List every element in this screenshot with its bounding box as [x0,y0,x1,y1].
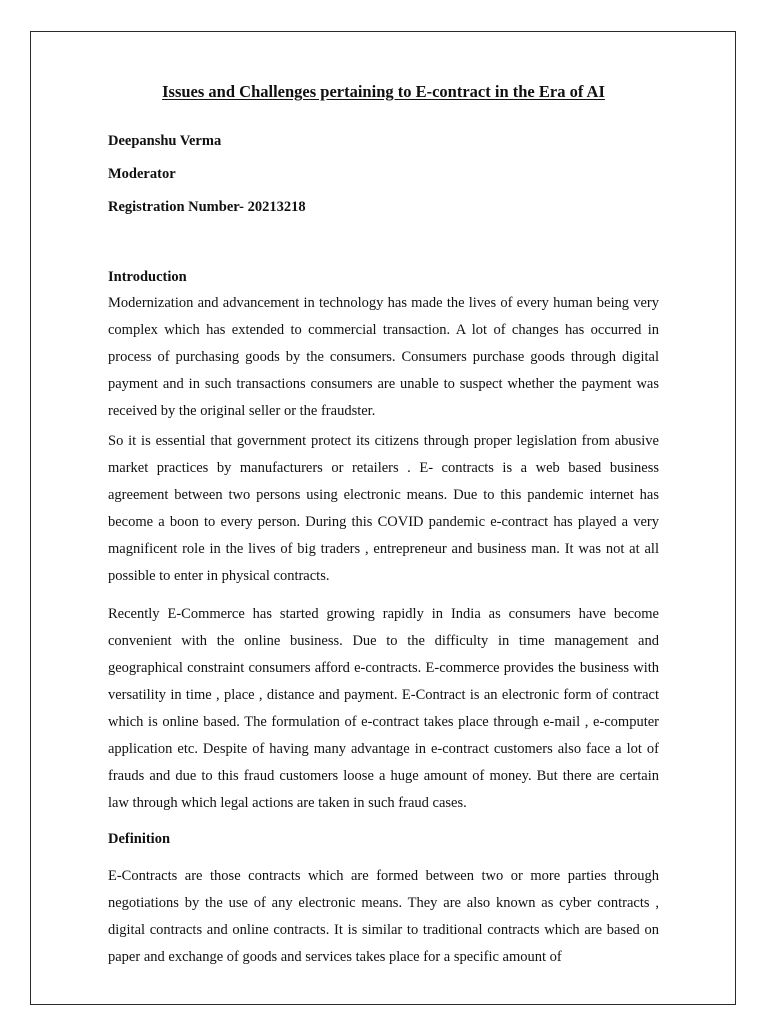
definition-paragraph: E-Contracts are those contracts which are formed between two or more parties through negotiations by the use of any electronic means. They are also known as cyber contracts , digital contracts and online contracts. It is similar to traditional contracts which are based on paper and exchange of goods and services takes place for a specific amount of [108,868,659,965]
document-body [108,80,659,971]
introduction-paragraph: Recently E-Commerce has started growing rapidly in India as consumers have become convenient with the online business. Due to the difficulty in time management and geographical constraint consumers afford e-contracts. E-commerce provides the business with versatility in time , place , distance and payment. E-Contract is an electronic form of contract which is online based. The formulation of e-contract takes place through e-mail , e-computer application etc. Despite of having many advantage in e-contract customers also face a lot of frauds and due to this fraud customers loose a huge amount of money. But there are certain law through which legal actions are taken in such fraud cases. [108,606,659,811]
author-role: Moderator [108,166,176,182]
introduction-paragraph: So it is essential that government protect its citizens through proper legislation from abusive market practices by manufacturers or retailers . E- contracts is a web based business agreement between two persons using electronic means. Due to this pandemic internet has become a boon to every person. During this COVID pandemic e-contract has played a very magnificent role in the lives of big traders , entrepreneur and business man. It was not at all possible to enter in physical contracts. [108,433,659,584]
author-name: Deepanshu Verma [108,133,222,149]
definition-heading: Definition [108,831,171,847]
introduction-heading: Introduction [108,269,187,285]
registration-number: Registration Number- 20213218 [108,199,306,215]
document-title: Issues and Challenges pertaining to E-contract in the Era of AI [162,82,605,101]
introduction-paragraph: Modernization and advancement in technology has made the lives of every human being very complex which has extended to commercial transaction. A lot of changes has occurred in process of purchasing goods by the consumers. Consumers purchase goods through digital payment and in such transactions consumers are unable to suspect whether the payment was received by the original seller or the fraudster. [108,295,659,419]
